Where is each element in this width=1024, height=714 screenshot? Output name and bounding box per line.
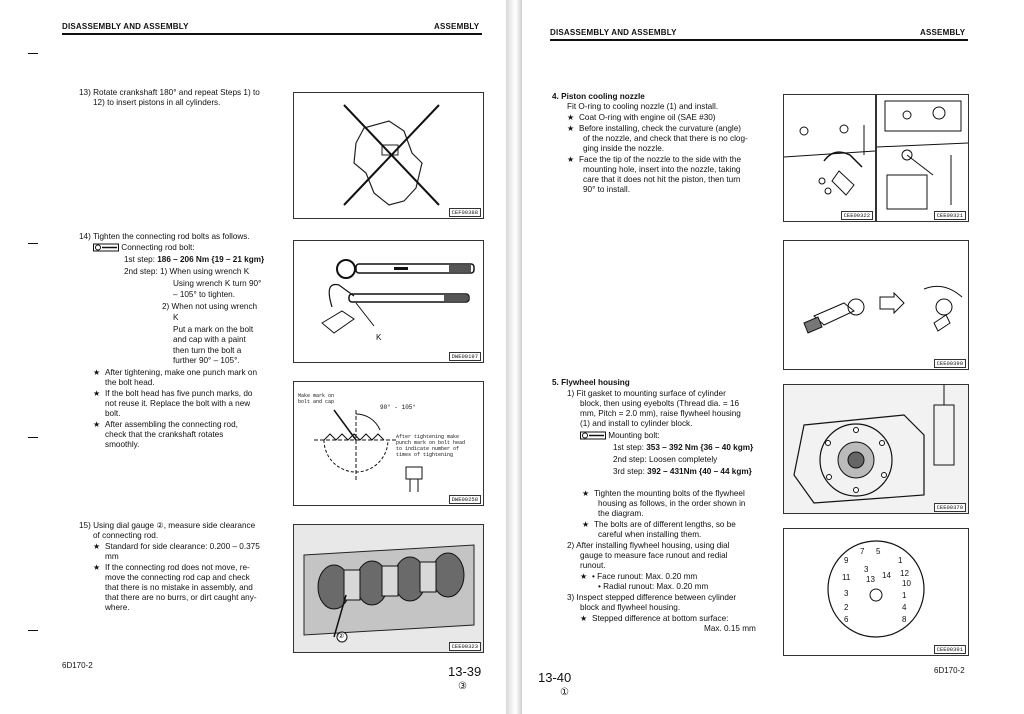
note-five-marks: ★ If the bolt head has five punch marks, do [93, 389, 253, 398]
figure-nozzle-install [783, 94, 876, 222]
figure-code: CEE00391 [934, 645, 966, 654]
right-page [522, 0, 1024, 714]
wrench-label: K [376, 333, 382, 342]
dial-gauge-label: ② [338, 633, 345, 640]
figure-note: bolt and cap [298, 399, 335, 405]
note-text: where. [105, 603, 130, 612]
figure-code: CEE00323 [449, 642, 481, 651]
step-2-spec: 2nd step: Loosen completely [613, 455, 718, 464]
note-text: care that it does not hit the piston, then turn [583, 175, 741, 184]
figure-note: punch mark on bolt head [396, 440, 466, 446]
figure-note: to indicate number of [396, 446, 460, 452]
step-2-detail: Using wrench K turn 90° [173, 279, 262, 288]
section-4-title: 4. Piston cooling nozzle [552, 92, 645, 101]
figure-code: DWE00197 [449, 352, 481, 361]
section-5-text: block, then using eyebolts (Thread dia. = 16 [580, 399, 740, 408]
torque-spec-row [93, 243, 195, 253]
note-tighten-order: ★ Tighten the mounting bolts of the flywheel [582, 489, 745, 498]
section-5-title: 5. Flywheel housing [552, 378, 630, 387]
bolt-order-number: 11 [842, 573, 851, 582]
footer-model: 6D170-2 [62, 661, 93, 670]
header-rule [62, 33, 482, 35]
left-page [0, 0, 506, 714]
book-gutter [506, 0, 522, 714]
note-text: 90° to install. [583, 185, 630, 194]
bolt-order-number: 3 [844, 589, 849, 598]
chapter-header: ASSEMBLY [920, 28, 966, 37]
step-2-spec: 2nd step: 1) When using wrench K [124, 267, 250, 276]
step-3-spec: 3rd step: 392 – 431Nm {40 – 44 kgm} [613, 467, 752, 476]
note-text: check that the crankshaft rotates [105, 430, 224, 439]
step-14-title: 14) Tighten the connecting rod bolts as follows. [79, 232, 250, 241]
bolt-order-number: 12 [900, 569, 909, 578]
figure-bolt-marking [293, 381, 484, 506]
note-text: mm [105, 552, 119, 561]
note-text: bolt. [105, 409, 121, 418]
note-text: careful when installing them. [598, 530, 702, 539]
note-text: smoothly. [105, 440, 140, 449]
note-text: move the connecting rod cap and check [105, 573, 250, 582]
figure-dial-gauge-crankshaft [293, 524, 484, 653]
section-header: DISASSEMBLY AND ASSEMBLY [550, 28, 677, 37]
step-2-detail: – 105° to tighten. [173, 290, 235, 299]
figure-note: After tightening make [396, 434, 460, 440]
page-mark: ① [560, 687, 569, 698]
note-coat-oring: ★ Coat O-ring with engine oil (SAE #30) [567, 113, 716, 122]
bolt-order-number: 6 [844, 615, 849, 624]
note-rod-not-moving: ★ If the connecting rod does not move, re- [93, 563, 250, 572]
figure-code: CEE00321 [934, 211, 966, 220]
section-5-text: mm, Pitch = 2.0 mm), raise flywheel housing [580, 409, 741, 418]
figure-code: CEE00370 [934, 503, 966, 512]
bolt-order-number: 1 [898, 556, 903, 565]
note-text: ging inside the nozzle. [583, 144, 665, 153]
page-number: 13-39 [448, 664, 482, 679]
bolt-order-number: 10 [902, 579, 911, 588]
step-2-detail: K [173, 313, 179, 322]
step-13-line2: 12) to insert pistons in all cylinders. [93, 98, 221, 107]
section-5-text: (1) and install to cylinder block. [580, 419, 693, 428]
bolt-order-number: 3 [864, 565, 869, 574]
section-5-text: 2) After installing flywheel housing, using dial [567, 541, 730, 550]
bolt-order-number: 9 [844, 556, 849, 565]
step-1-spec: 1st step: 353 – 392 Nm {36 – 40 kgm} [613, 443, 754, 452]
footer-model: 6D170-2 [934, 666, 965, 675]
note-text: not reuse it. Replace the bolt with a new [105, 399, 251, 408]
bolt-order-number: 7 [860, 547, 865, 556]
figure-nozzle-insert-turn [783, 240, 969, 370]
page-mark: ③ [458, 681, 467, 692]
margin-mark [28, 437, 38, 438]
bolt-order-number: 2 [844, 603, 849, 612]
note-rotate-check: ★ After assembling the connecting rod, [93, 420, 238, 429]
mounting-bolt-spec-row [580, 431, 660, 441]
torque-wrench-icon [93, 243, 119, 252]
note-text: that there are no burrs, or dirt caught any- [105, 593, 257, 602]
section-4-text: Fit O-ring to cooling nozzle (1) and install. [567, 102, 719, 111]
radial-runout-spec: • Radial runout: Max. 0.20 mm [598, 582, 709, 591]
bolt-order-number: 14 [882, 571, 891, 580]
note-text: that there is no mistake in assembly, and [105, 583, 253, 592]
note-bolt-lengths: ★ The bolts are of different lengths, so be [582, 520, 736, 529]
step-1-spec: 1st step: 186 – 206 Nm {19 – 21 kgm} [124, 255, 265, 264]
note-text: mounting hole, insert into the nozzle, taking [583, 165, 741, 174]
figure-code: CEF00388 [449, 208, 481, 217]
figure-note: Make mark on [298, 393, 335, 399]
section-5-text: gauge to measure face runout and redial [580, 551, 728, 560]
section-5-text: block and flywheel housing. [580, 603, 681, 612]
note-text: of the nozzle, and check that there is no clog- [583, 134, 748, 143]
section-5-text: runout. [580, 561, 606, 570]
note-standard-clearance: ★ Standard for side clearance: 0.200 – 0.375 [93, 542, 260, 551]
note-text: housing as follows, in the order shown in [598, 499, 746, 508]
note-text: the diagram. [598, 509, 644, 518]
step-2-detail: Put a mark on the bolt [173, 325, 254, 334]
spec-label: Connecting rod bolt: [121, 243, 195, 252]
note-check-curvature: ★ Before installing, check the curvature (angle) [567, 124, 742, 133]
stepped-difference-value: Max. 0.15 mm [704, 624, 756, 633]
note-face-tip: ★ Face the tip of the nozzle to the side with the [567, 155, 742, 164]
step-2-detail: and cap with a paint [173, 335, 246, 344]
angle-label: 90° - 105° [380, 404, 417, 411]
figure-crossed-out-piston [293, 92, 484, 219]
note-text: the bolt head. [105, 378, 155, 387]
bolt-order-number: 8 [902, 615, 907, 624]
torque-wrench-icon [580, 431, 606, 440]
step-15-line2: of connecting rod. [93, 531, 159, 540]
step-2-detail: further 90° – 105°. [173, 356, 240, 365]
face-runout-spec: ★ • Face runout: Max. 0.20 mm [580, 572, 698, 581]
margin-mark [28, 630, 38, 631]
step-15-line1: 15) Using dial gauge ②, measure side clearance [79, 521, 256, 530]
figure-note: times of tightening [396, 452, 454, 458]
figure-tightening-order [783, 528, 969, 656]
section-5-text: 3) Inspect stepped difference between cylinder [567, 593, 737, 602]
bolt-order-number: 1 [902, 591, 907, 600]
section-header: DISASSEMBLY AND ASSEMBLY [62, 22, 189, 31]
step-2-detail: 2) When not using wrench [162, 302, 258, 311]
bolt-order-number: 4 [902, 603, 907, 612]
figure-angle-wrench [293, 240, 484, 363]
figure-code: CEE00322 [841, 211, 873, 220]
figure-flywheel-housing [783, 384, 969, 514]
spec-label: Mounting bolt: [608, 431, 660, 440]
margin-mark [28, 243, 38, 244]
step-2-detail: then turn the bolt a [173, 346, 242, 355]
figure-code: DWE00258 [449, 495, 481, 504]
figure-nozzle-orientation [876, 94, 969, 222]
header-rule [550, 39, 968, 41]
chapter-header: ASSEMBLY [434, 22, 480, 31]
margin-mark [28, 53, 38, 54]
figure-code: CEE00390 [934, 359, 966, 368]
note-punch-mark: ★ After tightening, make one punch mark on [93, 368, 258, 377]
section-5-text: 1) Fit gasket to mounting surface of cylinder [567, 389, 726, 398]
step-13-line1: 13) Rotate crankshaft 180° and repeat Steps 1) to [79, 88, 260, 97]
stepped-difference-spec: ★ Stepped difference at bottom surface: [580, 614, 729, 623]
page-number: 13-40 [538, 670, 572, 685]
bolt-order-number: 5 [876, 547, 881, 556]
bolt-order-number: 13 [866, 575, 875, 584]
